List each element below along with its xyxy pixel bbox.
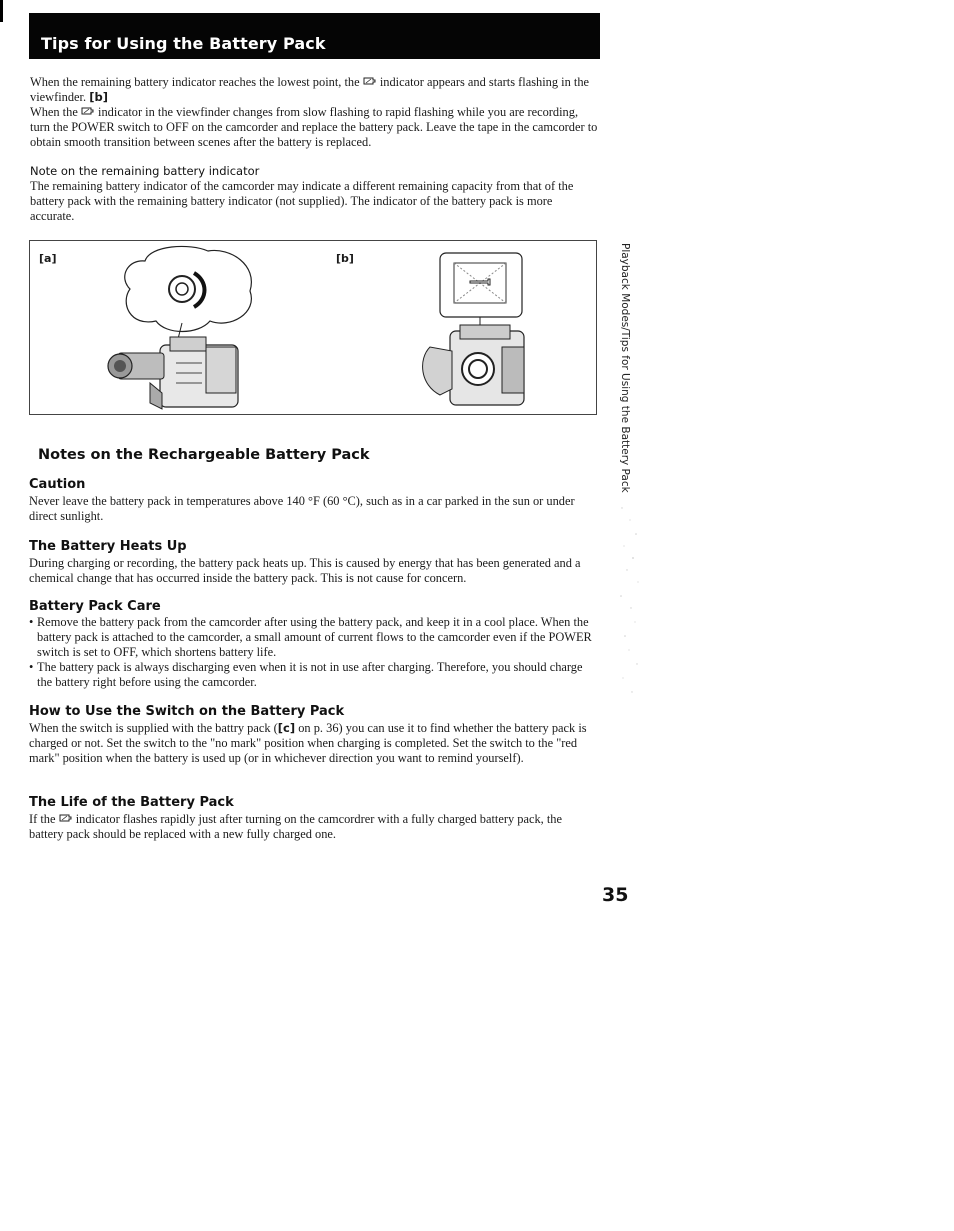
battery-life-text: If the indicator flashes rapidly just after turning on the camcordrer with a fully charged battery pack, the battery pack should be replaced with a new fully charged one.: [29, 812, 562, 841]
caution-heading: Caution: [29, 477, 86, 492]
figure-label-a: [a]: [39, 252, 57, 265]
page-edge-mark: [0, 0, 3, 22]
list-item: • The battery pack is always discharging even when it is not in use after charging. Therefore, you should charge the battery right before using the camcorder.: [29, 660, 597, 690]
switch-text: When the switch is supplied with the battry pack ([c] on p. 36) you can use it to find whether the battery pack is charged or not. Set the switch to the "no mark" position when charging is completed. Set the switch to the "red mark" position when the battery is used up (or in whichever direction you want to remind yourself).: [29, 721, 587, 765]
side-tab: [617, 243, 633, 493]
camcorder-illustration-a: [90, 243, 280, 413]
side-tab-label: Playback Modes/Tips for Using the Battery Pack: [619, 243, 631, 493]
battery-care-heading: Battery Pack Care: [29, 599, 161, 614]
caution-text: Never leave the battery pack in temperatures above 140 °F (60 °C), such as in a car parked in the sun or under direct sunlight.: [29, 494, 575, 523]
camcorder-illustration-b: [410, 247, 560, 413]
note-text: The remaining battery indicator of the camcorder may indicate a different remaining capacity from that of the battery pack with the remaining battery indicator (not supplied). The indicator of the battery pack is more accurate.: [30, 179, 574, 223]
battery-care-list: [29, 615, 597, 690]
page-number: 35: [602, 884, 629, 906]
switch-heading: How to Use the Switch on the Battery Pack: [29, 704, 345, 719]
battery-indicator-icon: [363, 75, 377, 90]
page-title: Tips for Using the Battery Pack: [41, 34, 326, 53]
section-title-bar: [29, 13, 600, 59]
scan-texture: [618, 500, 642, 700]
notes-section-title: Notes on the Rechargeable Battery Pack: [38, 447, 370, 463]
heats-up-text: During charging or recording, the battery pack heats up. This is caused by energy that has been generated and a chemical change that has occurred inside the battery pack. This is not cause for concern.: [29, 556, 581, 585]
battery-indicator-icon: [59, 812, 73, 827]
figure-ref-b: [b]: [89, 90, 108, 104]
heats-up-heading: The Battery Heats Up: [29, 539, 187, 554]
note-heading: Note on the remaining battery indicator: [30, 164, 260, 178]
camcorder-figure: [29, 240, 597, 415]
figure-ref-c: [c]: [277, 721, 296, 735]
battery-life-heading: The Life of the Battery Pack: [29, 795, 234, 810]
list-item: • Remove the battery pack from the camcorder after using the battery pack, and keep it in a cool place. When the battery pack is attached to the camcorder, a small amount of current flows to the camcorder even if the POWER switch is set to OFF, which shortens battery life.: [29, 615, 597, 660]
intro-text: [30, 75, 598, 150]
battery-indicator-icon: [81, 105, 95, 120]
figure-label-b: [b]: [336, 252, 354, 265]
intro-paragraph-2: When the indicator in the viewfinder changes from slow flashing to rapid flashing while you are recording, turn the POWER switch to OFF on the camcorder and replace the battery pack. Leave the tape in the camcorder to obtain smooth transition between scenes after the battery is replaced.: [30, 105, 598, 149]
intro-paragraph-1: When the remaining battery indicator reaches the lowest point, the indicator appears and starts flashing in the viewfinder. [b]: [30, 75, 590, 104]
